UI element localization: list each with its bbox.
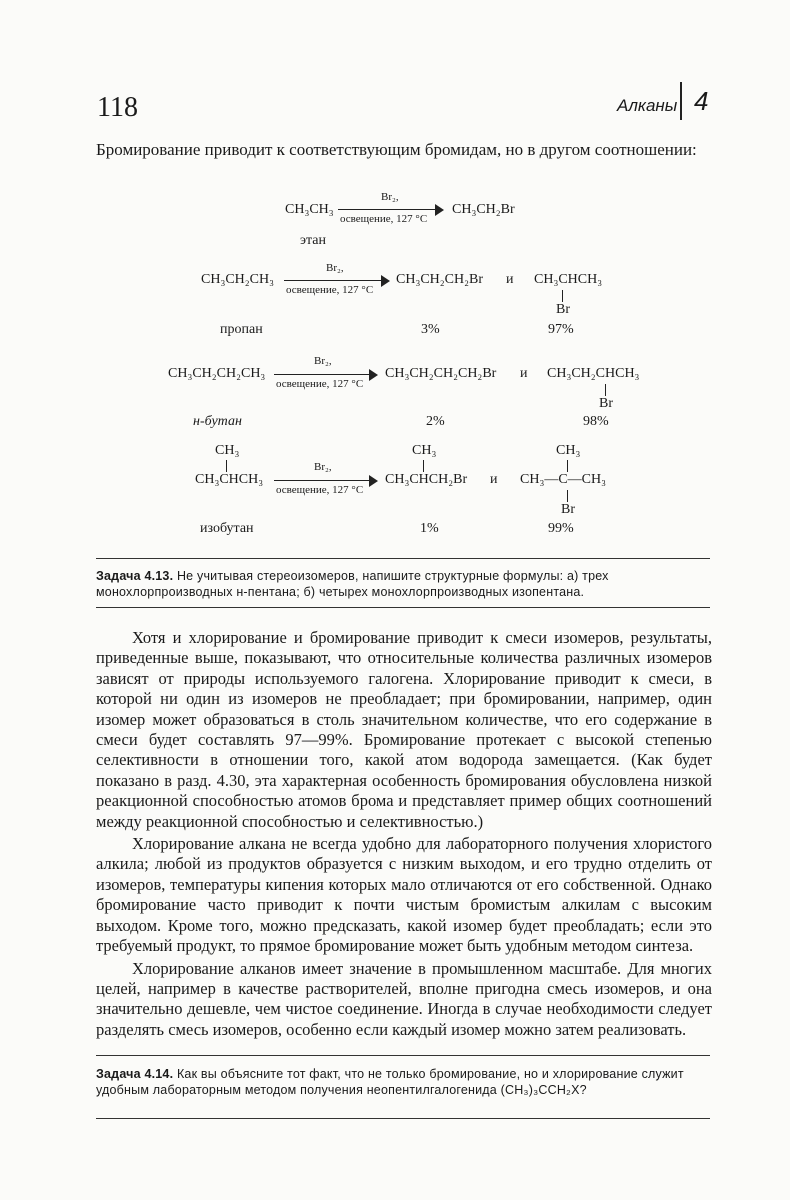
butane-reactant: CH₃CH₂CH₂CH₃ [168,366,266,381]
isobutane-reactant: CH₃CHCH₃ [195,472,264,487]
propane-reactant: CH₃CH₂CH₃ [201,272,274,287]
isobutane-product-1: CH₃CHCH₂Br [385,472,468,487]
task-413-top-rule [96,558,710,559]
task-413-label: Задача 4.13. [96,569,174,583]
header-divider [680,82,682,120]
isobutane-product-2: CH₃—C—CH₃ [520,472,606,487]
butane-product-1: CH₃CH₂CH₂CH₂Br [385,366,497,381]
propane-and: и [506,272,514,287]
isobutane-and: и [490,472,498,487]
propane-pct-2: 97% [548,322,574,337]
ethane-condition: освещение, 127 °С [340,213,428,225]
task-413-text: Не учитывая стереоизомеров, напишите структурные формулы: а) трех монохлорпроизводных н-пентана; б) четырех монохлорпроизводных изопентана. [96,569,609,599]
task-414-bottom-rule [96,1118,710,1119]
paragraph-3: Хлорирование алканов имеет значение в промышленном масштабе. Для многих целей, например в качестве растворителей, вполне пригодна смесь изомеров, и она значительно дешевле, чем чистое соединение. Иногда в случае необходимости следует разделять смесь изомеров, особенно если каждый изомер можно затем реализовать. [96,958,712,1039]
butane-product-2: CH₃CH₂CHCH₃ [547,366,640,381]
isobutane-reactant-bond [226,460,227,472]
propane-product-2: CH₃CHCH₃ [534,272,603,287]
propane-br-bond [562,290,563,302]
intro-text: Бромирование приводит к соответствующим бромидам, но в другом соотношении: [96,140,697,159]
paragraph-1: Хотя и хлорирование и бромирование приводит к смеси изомеров, результаты, приведенные выше, показывают, что относительные количества различных изомеров зависят от природы используемого галогена. Хлорирование приводит к смеси, в которой ни один из изомеров не преобладает; при бромировании, например, один изомер может образоваться в столь значительном количестве, что его содержание в смеси будет составлять 97—99%. Бромирование протекает с высокой степенью селективности в отношении того, какой атом водорода замещается. (Как будет показано в разд. 4.30, эта характерная особенность бромирования обусловлена низкой реакционной способностью атомов брома и представляет пример общих соотношений между реакционной способностью и селективностью.) [96,628,712,831]
propane-reagent: Br₂, [326,262,344,274]
butane-and: и [520,366,528,381]
butane-reagent: Br₂, [314,355,332,367]
butane-condition: освещение, 127 °С [276,378,364,390]
task-414-text: Как вы объясните тот факт, что не только бромирование, но и хлорирование служит удобным лабораторным методом получения неопентилгалогенида (CH₃)₃CCH₂X? [96,1067,684,1097]
ethane-reactant: CH₃CH₃ [285,202,334,217]
paragraph-2: Хлорирование алкана не всегда удобно для лабораторного получения хлористого алкила; любой из продуктов образуется с низким выходом, и его трудно отделить от изомеров, температуры кипения которых мало отличаются от его собственной. Однако бромирование часто приводит к почти чистым бромистым алкилам с высоким выходом. Кроме того, можно предсказать, какой изомер будет преобладать; если это требуемый продукт, то прямое бромирование может быть удобным методом синтеза. [96,834,712,956]
task-413 [96,568,712,600]
butane-pct-1: 2% [426,414,445,429]
ethane-product: CH₃CH₂Br [452,202,515,217]
butane-name: н-бутан [193,414,242,429]
propane-name: пропан [220,322,263,337]
isobutane-reactant-methyl: CH₃ [215,443,240,458]
butane-br: Br [599,396,613,411]
propane-pct-1: 3% [421,322,440,337]
isobutane-product-2-methyl: CH₃ [556,443,581,458]
isobutane-product-2-bond-top [567,460,568,472]
ethane-reagent: Br₂, [381,191,399,203]
isobutane-condition: освещение, 127 °С [276,484,364,496]
isobutane-product-2-bond-bottom [567,490,568,502]
task-414-label: Задача 4.14. [96,1067,174,1081]
task-414-top-rule [96,1055,710,1056]
task-414 [96,1066,712,1098]
isobutane-reagent: Br₂, [314,461,332,473]
body-text [96,628,712,1042]
propane-condition: освещение, 127 °С [286,284,374,296]
task-413-bottom-rule [96,607,710,608]
propane-br: Br [556,302,570,317]
page-number: 118 [97,92,138,123]
propane-product-1: CH₃CH₂CH₂Br [396,272,483,287]
chapter-number: 4 [694,86,709,116]
isobutane-product-1-bond [423,460,424,472]
butane-pct-2: 98% [583,414,609,429]
isobutane-br: Br [561,502,575,517]
ethane-name: этан [300,233,327,248]
isobutane-pct-2: 99% [548,521,574,536]
isobutane-name: изобутан [200,521,254,536]
isobutane-pct-1: 1% [420,521,439,536]
running-title: Алканы [617,96,678,115]
butane-br-bond [605,384,606,396]
isobutane-product-1-methyl: CH₃ [412,443,437,458]
